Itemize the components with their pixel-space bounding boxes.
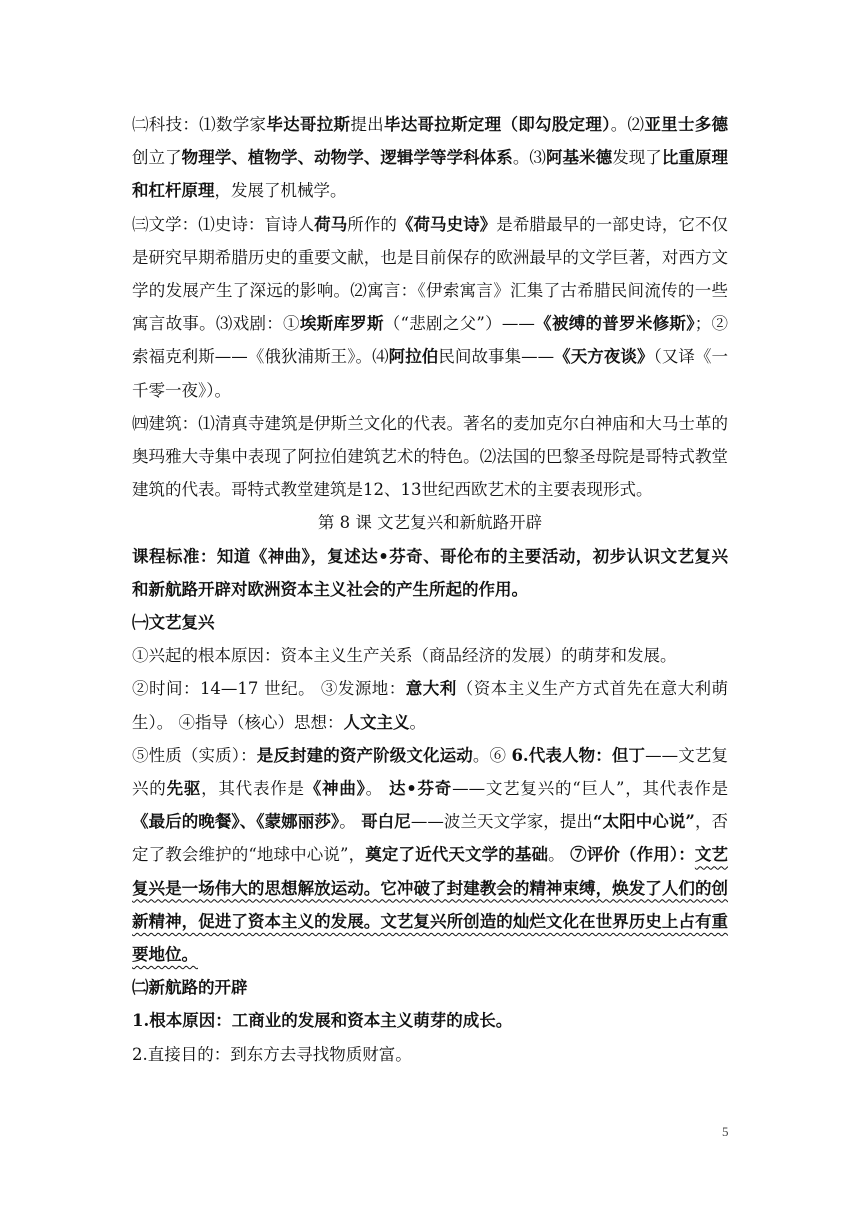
section-heading-renaissance: ㈠文艺复兴 — [132, 613, 215, 633]
paragraph-science: ㈡科技：⑴数学家毕达哥拉斯提出毕达哥拉斯定理（即勾股定理）。⑵亚里士多德创立了物理学、植物学、动物学、逻辑学等学科体系。⑶阿基米德发现了比重原理和杠杆原理，发展了机械学。 — [132, 115, 729, 201]
paragraph-architecture: ㈣建筑：⑴清真寺建筑是伊斯兰文化的代表。著名的麦加克尔白神庙和大马士革的奥玛雅大寺集中表现了阿拉伯建筑艺术的特色。⑵法国的巴黎圣母院是哥特式教堂建筑的代表。哥特式教堂建筑是12、13世纪西欧艺术的主要表现形式。 — [132, 413, 728, 500]
renaissance-figures: ⑤性质（实质）：是反封建的资产阶级文化运动。⑥ 6.代表人物：但丁——文艺复兴的先驱，其代表作是《神曲》。 达•芬奇——文艺复兴的“巨人”，其代表作是《最后的晚餐》、《蒙娜丽莎》。 哥白尼——波兰天文学家，提出“太阳中心说”，否定了教会维护的“地球中心说”，奠定了近代天文学的基础。 ⑦评价（作用）：文艺复兴是一场伟大的思想解放运动。它冲破了封建教会的精神束缚，焕发了人们的创新精神，促进了资本主义的发展。文艺复兴所创造的灿烂文化在世界历史上占有重要地位。 — [132, 745, 729, 965]
renaissance-cause: ①兴起的根本原因：资本主义生产关系（商品经济的发展）的萌芽和发展。 — [132, 646, 677, 666]
paragraph-literature: ㈢文学：⑴史诗：盲诗人荷马所作的《荷马史诗》是希腊最早的一部史诗，它不仅是研究早期希腊历史的重要文献，也是目前保存的欧洲最早的文学巨著，对西方文学的发展产生了深远的影响。⑵寓言：《伊索寓言》汇集了古希腊民间流传的一些寓言故事。⑶戏剧：①埃斯库罗斯（“悲剧之父”）——《被缚的普罗米修斯》；②索福克利斯——《俄狄浦斯王》。⑷阿拉伯民间故事集——《天方夜谈》（又译《一千零一夜》）。 — [132, 214, 729, 400]
new-routes-purpose: 2.直接目的：到东方去寻找物质财富。 — [132, 1044, 412, 1064]
page-content — [132, 108, 728, 1071]
page-number: 5 — [722, 1124, 729, 1139]
renaissance-time-origin: ②时间：14—17 世纪。 ③发源地：意大利（资本主义生产方式首先在意大利萌生）。 ④指导（核心）思想：人文主义。 — [132, 679, 729, 732]
section-heading-new-routes: ㈡新航路的开辟 — [132, 978, 248, 998]
course-standard: 课程标准：知道《神曲》，复述达•芬奇、哥伦布的主要活动，初步认识文艺复兴和新航路开辟对欧洲资本主义社会的产生所起的作用。 — [132, 546, 728, 599]
new-routes-cause: 1.根本原因：工商业的发展和资本主义萌芽的成长。 — [132, 1011, 513, 1031]
renaissance-evaluation: 文艺复兴是一场伟大的思想解放运动。它冲破了封建教会的精神束缚，焕发了人们的创新精神，促进了资本主义的发展。文艺复兴所创造的灿烂文化在世界历史上占有重要地位。 — [132, 845, 728, 965]
lesson-title: 第 8 课 文艺复兴和新航路开辟 — [317, 513, 543, 533]
